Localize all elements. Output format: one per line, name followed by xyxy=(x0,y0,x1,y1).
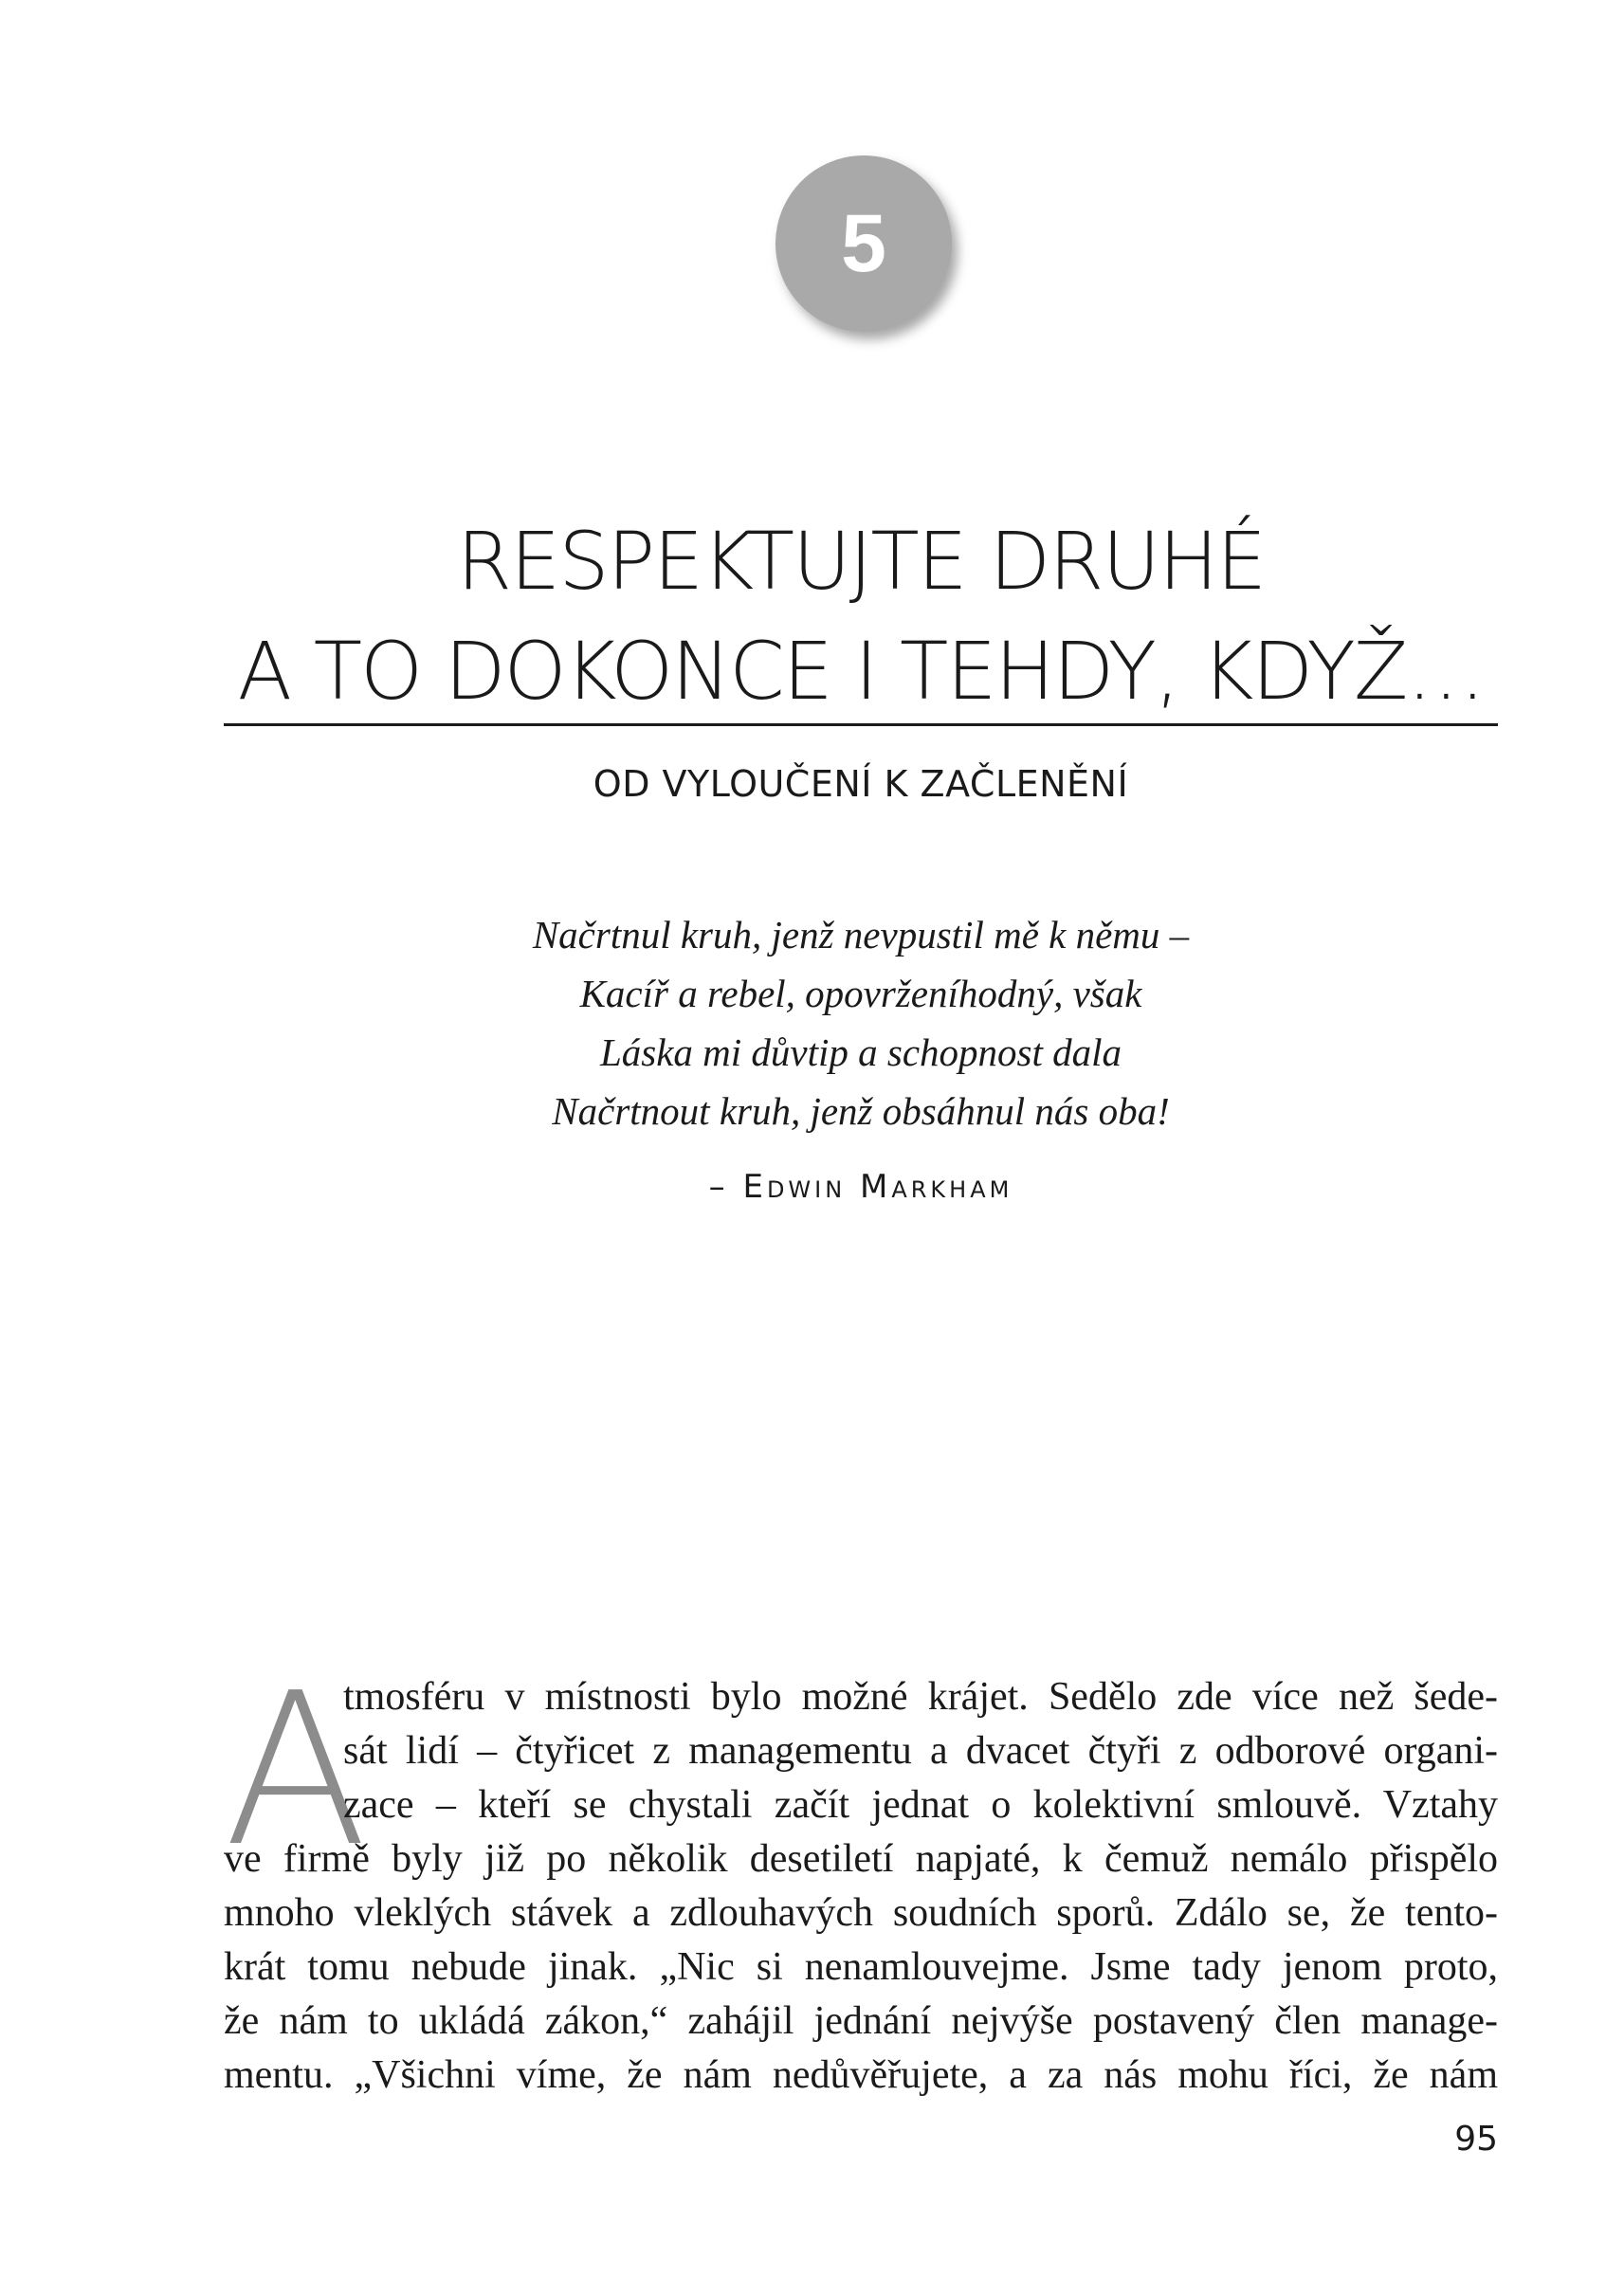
epigraph-attribution: – Edwin Markham xyxy=(708,1168,1013,1206)
body-line: zace – kteří se chystali začít jednat o kolektivní smlouvě. Vztahy xyxy=(343,1783,1498,1827)
page-number: 95 xyxy=(1454,2120,1498,2159)
title-divider xyxy=(224,723,1498,726)
chapter-subtitle: OD VYLOUČENÍ K ZAČLENĚNÍ xyxy=(593,763,1129,805)
body-line: krát tomu nebude jinak. „Nic si nenamlouvejme. Jsme tady jenom proto, xyxy=(224,1945,1498,1989)
body-line: sát lidí – čtyřicet z managementu a dvacet čtyři z odborové organi- xyxy=(343,1729,1498,1773)
body-line: ve firmě byly již po několik desetiletí napjaté, k čemuž nemálo přispělo xyxy=(224,1837,1498,1881)
body-paragraph xyxy=(224,1670,1498,2103)
epigraph xyxy=(224,905,1498,1140)
chapter-number: 5 xyxy=(841,197,886,289)
body-line: tmosféru v místnosti bylo možné krájet. Sedělo zde více než šede- xyxy=(343,1675,1498,1719)
chapter-number-badge xyxy=(776,155,952,332)
epigraph-line: Načrtnul kruh, jenž nevpustil mě k němu – xyxy=(532,913,1190,957)
drop-cap: A xyxy=(224,1649,368,1893)
body-line: mnoho vleklých stávek a zdlouhavých soudních sporů. Zdálo se, že tento- xyxy=(224,1891,1498,1935)
chapter-title-line-1: RESPEKTUJTE DRUHÉ xyxy=(456,515,1266,608)
chapter-title-line-2: A TO DOKONCE I TEHDY, KDYŽ… xyxy=(237,625,1485,718)
epigraph-line: Láska mi důvtip a schopnost dala xyxy=(599,1030,1122,1074)
body-line: že nám to ukládá zákon,“ zahájil jednání nejvýše postavený člen manage- xyxy=(224,1999,1498,2043)
body-line: mentu. „Všichni víme, že nám nedůvěřujete, a za nás mohu říci, že nám xyxy=(224,2053,1498,2097)
epigraph-line: Načrtnout kruh, jenž obsáhnul nás oba! xyxy=(552,1089,1170,1133)
epigraph-line: Kacíř a rebel, opovrženíhodný, však xyxy=(579,972,1142,1015)
